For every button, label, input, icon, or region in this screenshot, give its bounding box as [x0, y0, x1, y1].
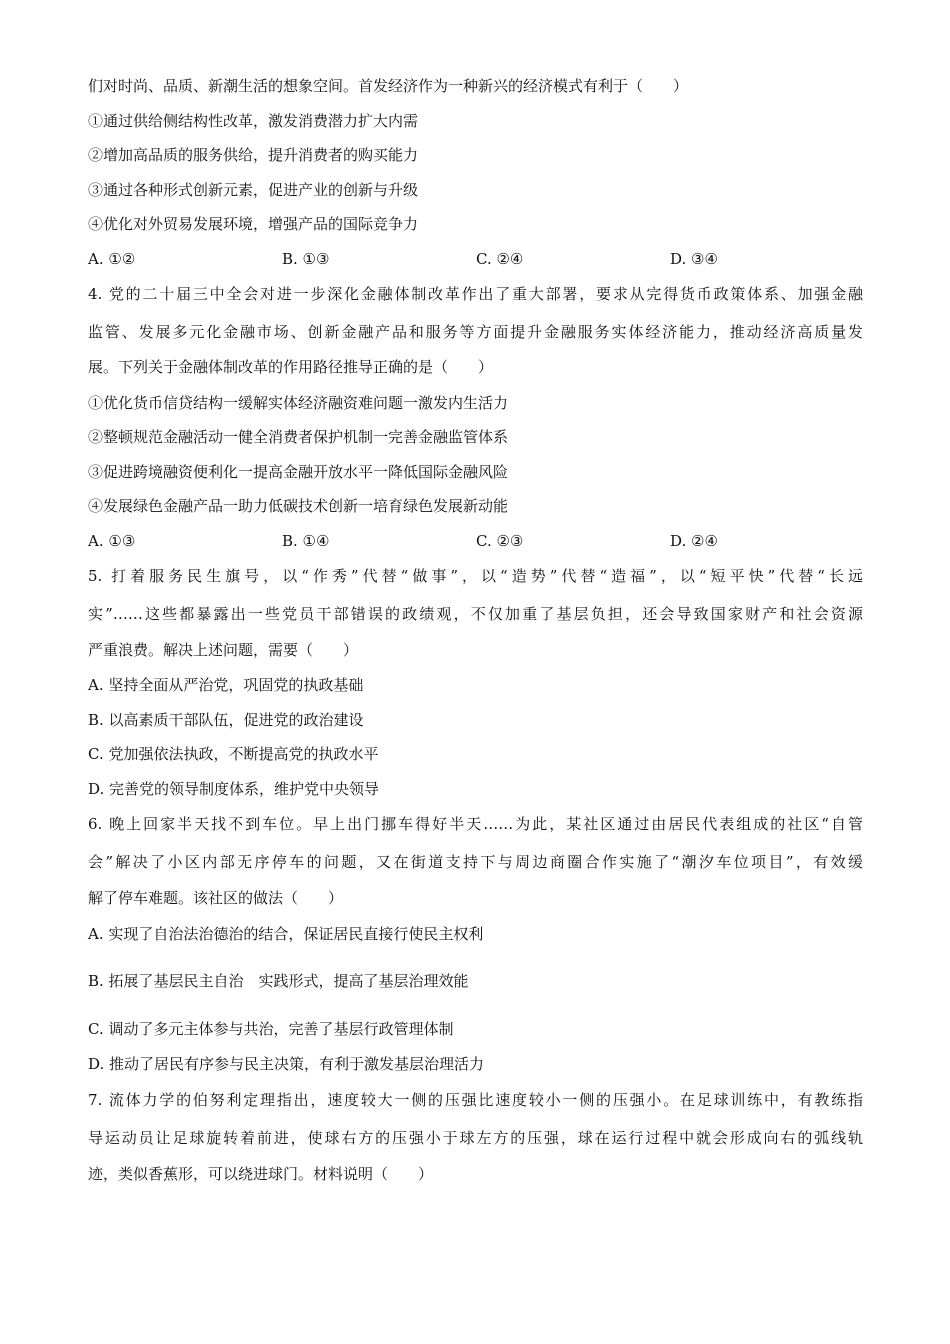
q4-item-4: ④发展绿色金融产品一助力低碳技术创新一培育绿色发展新动能 [88, 497, 509, 515]
q4-item-1: ①优化货币信贷结构一缓解实体经济融资难问题一激发内生活力 [88, 394, 509, 412]
q6-choice-c: C. 调动了多元主体参与共治，完善了基层行政管理体制 [88, 1020, 454, 1038]
q4-item-3: ③促进跨境融资便利化一提高金融开放水平一降低国际金融风险 [88, 463, 509, 481]
q5-choice-c: C. 党加强依法执政，不断提高党的执政水平 [88, 745, 379, 763]
q7-stem-line-3: 迹，类似香蕉形，可以绕进球门。材料说明（ ） [88, 1165, 434, 1183]
q3-option-d: D. ③④ [670, 250, 718, 268]
q3-item-4: ④优化对外贸易发展环境，增强产品的国际竞争力 [88, 215, 419, 233]
q4-option-b: B. ①④ [282, 532, 330, 550]
q4-stem-line-2: 监管、发展多元化金融市场、创新金融产品和服务等方面提升金融服务实体经济能力，推动经济高质量发 [88, 323, 863, 341]
q6-choice-b: B. 拓展了基层民主自治 实践形式，提高了基层治理效能 [88, 972, 469, 990]
q3-option-c: C. ②④ [476, 250, 524, 268]
q5-choice-b: B. 以高素质干部队伍，促进党的政治建设 [88, 711, 364, 729]
q6-choice-d: D. 推动了居民有序参与民主决策，有利于激发基层治理活力 [88, 1055, 485, 1073]
q4-item-2: ②整顿规范金融活动一健全消费者保护机制一完善金融监管体系 [88, 428, 509, 446]
q6-stem-line-3: 解了停车难题。该社区的做法（ ） [88, 889, 344, 907]
q3-stem-tail: 们对时尚、品质、新潮生活的想象空间。首发经济作为一种新兴的经济模式有利于（ ） [88, 77, 689, 95]
q4-option-a: A. ①③ [88, 532, 136, 550]
q5-choice-d: D. 完善党的领导制度体系，维护党中央领导 [88, 780, 380, 798]
q5-stem-line-3: 严重浪费。解决上述问题，需要（ ） [88, 641, 359, 659]
q6-choice-a: A. 实现了自治法治德治的结合，保证居民直接行使民主权利 [88, 925, 484, 943]
q7-stem-line-2: 导运动员让足球旋转着前进，使球右方的压强小于球左方的压强，球在运行过程中就会形成向右的弧线轨 [88, 1129, 863, 1147]
q3-item-1: ①通过供给侧结构性改革，激发消费潜力扩大内需 [88, 112, 419, 130]
q4-option-c: C. ②③ [476, 532, 524, 550]
q3-item-2: ②增加高品质的服务供给，提升消费者的购买能力 [88, 146, 419, 164]
q6-stem-line-2: 会”解决了小区内部无序停车的问题，又在街道支持下与周边商圈合作实施了“潮汐车位项目”，有效缓 [88, 853, 863, 871]
q7-stem-line-1: 7. 流体力学的伯努利定理指出，速度较大一侧的压强比速度较小一侧的压强小。在足球训练中，有教练指 [88, 1091, 863, 1109]
q5-stem-line-2: 实”……这些都暴露出一些党员干部错误的政绩观，不仅加重了基层负担，还会导致国家财产和社会资源 [88, 605, 863, 623]
q4-stem-line-3: 展。下列关于金融体制改革的作用路径推导正确的是（ ） [88, 358, 494, 376]
q5-choice-a: A. 坚持全面从严治党，巩固党的执政基础 [88, 676, 364, 694]
q6-stem-line-1: 6. 晚上回家半天找不到车位。早上出门挪车得好半天……为此，某社区通过由居民代表组成的社区“自管 [88, 815, 863, 833]
q3-option-b: B. ①③ [282, 250, 330, 268]
q5-stem-line-1: 5. 打着服务民生旗号，以“作秀”代替“做事”，以“造势”代替“造福”，以“短平快”代替“长远 [88, 567, 863, 585]
q4-stem-line-1: 4. 党的二十届三中全会对进一步深化金融体制改革作出了重大部署，要求从完得货币政策体系、加强金融 [88, 285, 863, 303]
q3-option-a: A. ①② [88, 250, 136, 268]
q3-item-3: ③通过各种形式创新元素，促进产业的创新与升级 [88, 181, 419, 199]
q4-option-d: D. ②④ [670, 532, 718, 550]
